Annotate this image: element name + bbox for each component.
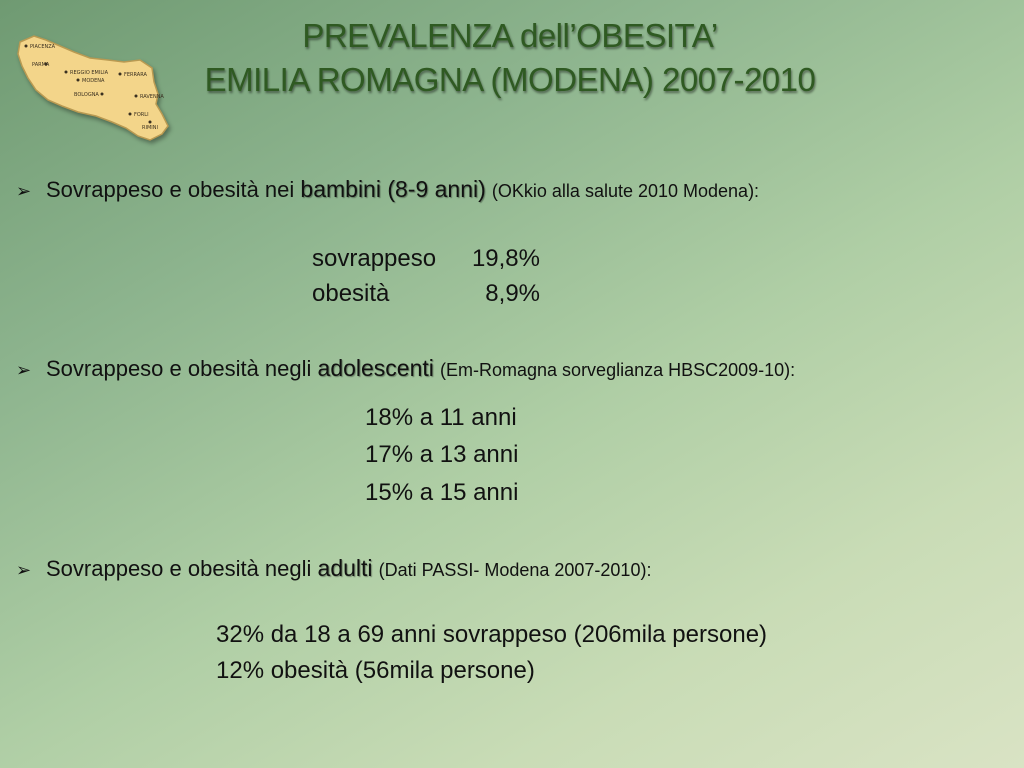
bullet-emphasis: adulti	[317, 555, 373, 581]
map-city-label: RIMINI	[142, 125, 158, 131]
bullet-emphasis: adolescenti	[317, 355, 434, 381]
row-label: sovrappeso	[312, 245, 437, 272]
title-line-1: PREVALENZA dell’OBESITA’	[302, 17, 718, 54]
list-item: 32% da 18 a 69 anni sovrappeso (206mila persone)	[216, 621, 768, 648]
list-item: 15% a 15 anni	[365, 479, 519, 506]
map-city-label: FORLI	[134, 112, 149, 118]
map-city-label: BOLOGNA	[74, 92, 99, 98]
list-item: 18% a 11 anni	[365, 404, 517, 431]
slide-title	[180, 14, 840, 102]
bullet-prefix: Sovrappeso e obesità nei	[46, 177, 301, 202]
bullet-prefix: Sovrappeso e obesità negli	[46, 556, 318, 581]
arrow-bullet-icon: ➢	[16, 181, 32, 201]
bullet-adulti	[16, 553, 651, 585]
map-city-label: FERRARA	[124, 72, 147, 78]
list-item: 17% a 13 anni	[365, 441, 519, 468]
bullet-emphasis: bambini (8-9 anni)	[300, 176, 486, 202]
map-city-label: RAVENNA	[140, 94, 164, 100]
map-city-label: PARMA	[32, 62, 50, 68]
list-item: 12% obesità (56mila persone)	[216, 657, 535, 684]
emilia-romagna-map-icon	[12, 30, 177, 148]
bullet-source: (Dati PASSI- Modena 2007-2010):	[378, 560, 652, 580]
map-city-label: PIACENZA	[30, 44, 56, 50]
bullet-prefix: Sovrappeso e obesità negli	[46, 356, 318, 381]
map-city-label: REGGIO EMILIA	[70, 70, 109, 76]
map-city-label: MODENA	[82, 78, 105, 84]
bullet-bambini	[16, 174, 759, 206]
row-value: 8,9%	[485, 280, 540, 307]
bullet-adolescenti	[16, 353, 795, 385]
arrow-bullet-icon: ➢	[16, 560, 32, 580]
row-label: obesità	[312, 280, 390, 307]
row-value: 19,8%	[471, 245, 540, 272]
title-line-2: EMILIA ROMAGNA (MODENA) 2007-2010	[204, 61, 816, 98]
bullet-source: (Em-Romagna sorveglianza HBSC2009-10):	[440, 360, 796, 380]
arrow-bullet-icon: ➢	[16, 360, 32, 380]
bullet-source: (OKkio alla salute 2010 Modena):	[491, 181, 760, 201]
